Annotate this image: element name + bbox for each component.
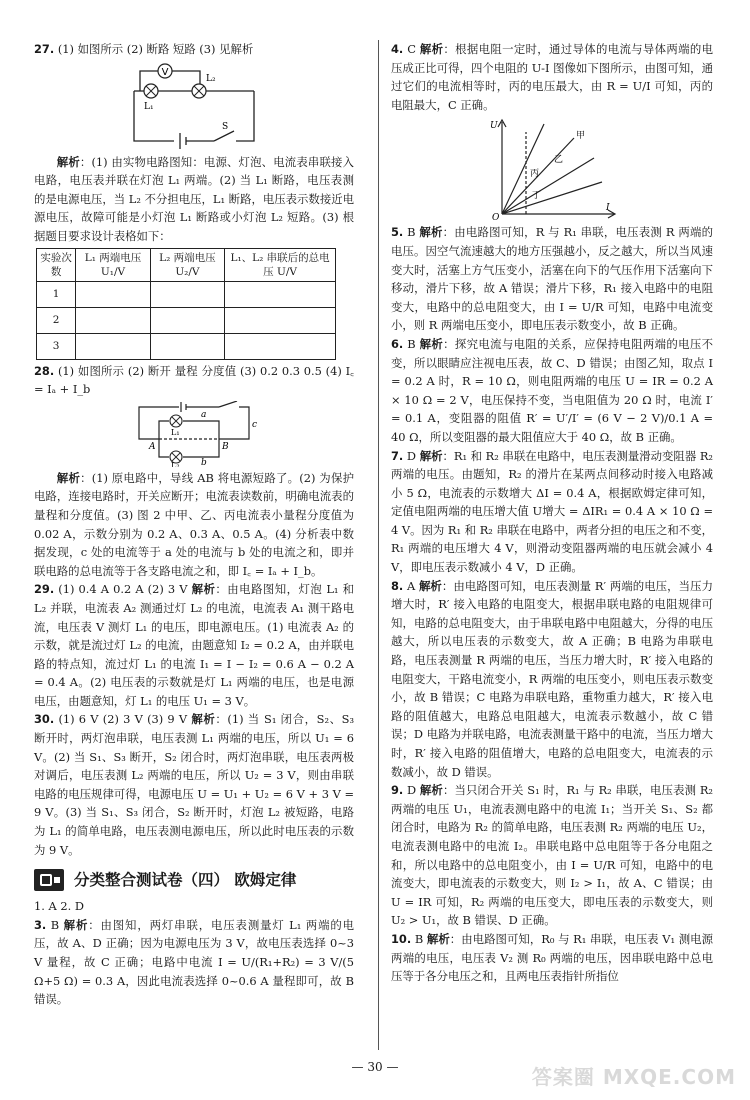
point-B-label: B <box>222 441 229 452</box>
lamp-l1-label: L₁ <box>144 101 154 112</box>
table-header: 实验次数 <box>37 248 76 281</box>
q27-circuit-diagram <box>114 61 274 151</box>
watermark-logo: 答案圈 MXQE.COM <box>531 1065 736 1089</box>
axis-u-label: U <box>490 121 498 132</box>
column-divider <box>378 40 379 1050</box>
q9-answer: 9. D 解析：当只闭合开关 S₁ 时，R₁ 与 R₂ 串联，电压表测 R₂ 两端的电压 U₁，电流表测电路中的电流 I₁；当开关 S₁、S₂ 都闭合时，电路为 R₂ 的简单电路，电压表测 R₂ 两端的电压 U₂，电流表测电路中的电流 I₂。串联电路中总电阻等于各分电阻之和，所以电路中的总电阻变小，由 I = U/R 可知，电路中的电流变大，即电流表的示数变大，则 I₂ > I₁，故 A、C 错误；由 U = IR 可知，R₂ 两端的电压变大，即电压表的示数变大，则 U₂ > U₁，故 B 错误、D 正确。 <box>391 783 713 928</box>
q27-analysis: 解析：(1) 由实物电路图知：电源、灯泡、电流表串联接入电路，电压表并联在灯泡 L₁ 两端。(2) 当 L₁ 断路，电压表测的是电源电压，当 L₂ 不分担电压，L₁ 断路，电压表示数接近电源电压，故障可能是小灯泡 L₁ 断路或小灯泡 L₂ 短路。(3) 根据题目要求设计表格如下： <box>34 154 354 243</box>
q5-answer: 5. B 解析：由电路图可知，R 与 R₁ 串联，电压表测 R 两端的电压。因空气流速越大的地方压强越小，反之越大，所以当风速变大时，活塞上方气压变小，活塞在向下的气压作用下活塞向下移动，滑片下移，故 A 错误；滑片下移，R₁ 接入电路中的电阻变大，电路中的总电阻变大，由 I = U/R 可知，电路中电流变小，则 R 两端电压变小，即电压表示数变小，故 B 正确。 <box>391 225 714 333</box>
lamp-l2-label: L₂ <box>171 460 180 467</box>
series-jia-label: 甲 <box>576 131 586 142</box>
table-row: 3 <box>37 333 336 359</box>
left-column <box>34 40 354 1009</box>
section-title: 分类整合测试卷（四） 欧姆定律 <box>74 870 297 889</box>
q27-answer: 27. (1) 如图所示 (2) 断路 短路 (3) 见解析 <box>34 42 254 56</box>
q7-answer: 7. D 解析：R₁ 和 R₂ 串联在电路中，电压表测量滑动变阻器 R₂ 两端的电压。由题知，R₂ 的滑片在某两点间移动时接入电路减小 5 Ω，电流表的示数增大 ΔI = 0.4 A，根据欧姆定律可知，定值电阻两端的电压增大值 U增大 = ΔIR₁ = 0.4 A × 10 Ω = 4 V。因为 R₁ 和 R₂ 串联在电路中，两者分担的电压之和不变，R₁ 两端的电压增大 4 V，则滑动变阻器两端的电压就会减小 4 V，即电压表示数减小 4 V，D 正确。 <box>391 448 713 575</box>
q30-answer: 30. (1) 6 V (2) 3 V (3) 9 V 解析：(1) 当 S₁ 闭合，S₂、S₃ 断开时，两灯泡串联，电压表测 L₁ 两端的电压，所以 U₁ = 6 V。(2) 当 S₁、S₃ 断开，S₂ 闭合时，两灯泡串联，电压表两极对调后，电压表测 L₂ 两端的电压，所以 U₂ = 3 V，则由串联电路的电压规律可得，电源电压 U = U₁ + U₂ = 6 V + 3 V = 9 V。(3) 当 S₁、S₃ 闭合，S₂ 断开时，灯泡 L₂ 被短路，电路为 L₁ 的简单电路，电压表测电源电压，所以此时电压表的示数为 9 V。 <box>34 712 355 857</box>
table-header: L₁ 两端电压 U₁/V <box>76 248 150 281</box>
q6-answer: 6. B 解析：探究电流与电阻的关系，应保持电阻两端的电压不变，所以眼睛应注视电压表，故 C、D 错误；由图乙知，取点 I = 0.2 A 时，R = 10 Ω，则电阻两端的电压 U = IR = 0.2 A × 10 Ω = 2 V，电压保持不变，当电阻值为 20 Ω 时，电流 I′ = 0.1 A，变阻器的阻值 R′ = U′/I′ = (6 V − 2 V)/0.1 A = 40 Ω，所以变阻器的最大阻值应大于 40 Ω，故 B 正确。 <box>391 336 713 444</box>
switch-label: S <box>222 121 229 132</box>
q4-answer: 4. C 解析：根据电阻一定时，通过导体的电流与导体两端的电压成正比可得，四个电阻的 U-I 图像如下图所示，由图可知，通过它们的电流相等时，丙的电压最大，由 R = U/I 可知，丙的电阻最大，C 正确。 <box>391 42 713 112</box>
series-yi-label: 乙 <box>554 155 564 166</box>
table-row: 1 <box>37 281 336 307</box>
section-icon <box>34 869 64 891</box>
table-row: 2 <box>37 307 336 333</box>
q29-answer: 29. (1) 0.4 A 0.2 A (2) 3 V 解析：由电路图知，灯泡 L₁ 和 L₂ 并联，电流表 A₂ 测通过灯 L₂ 的电流，电流表 A₁ 测干路电流，电压表 V 测灯 L₁ 的电压，即电源电压。(1) 电流表 A₂ 的示数，就是流过灯 L₂ 的电流，由题意知 I₂ = 0.2 A，由并联电路的特点知，流过灯 L₁ 的电流 I₁ = I − I₂ = 0.6 A − 0.2 A = 0.4 A。(2) 电压表的示数就是灯 L₁ 两端的电压，也是电源电压，由题意知，灯 L₁ 的电压 U₁ = 3 V。 <box>34 582 354 708</box>
q28-answer: 28. (1) 如图所示 (2) 断开 量程 分度值 (3) 0.2 0.3 0.5 (4) I꜀ = Iₐ + I_b <box>34 363 355 397</box>
q1-2-answers: 1. A 2. D <box>34 899 84 914</box>
series-bing-label: 丙 <box>530 169 540 180</box>
table-header: L₁、L₂ 串联后的总电压 U/V <box>225 248 336 281</box>
page-number: — 30 — <box>351 1060 399 1074</box>
q28-analysis: 解析：(1) 原电路中，导线 AB 将电源短路了。(2) 为保护电路，连接电路时，开关应断开；电流表读数前，明确电流表的量程和分度值。(3) 图 2 中甲、乙、丙电流表小量程分度值为 0.02 A，示数分别为 0.2 A、0.3 A、0.5 A。(4) 分析表中数据发现，c 处的电流等于 a 处的电流与 b 处的电流之和，即并联电路的总电流等于各支路电流之和，即 I꜀ = Iₐ + I_b。 <box>34 470 354 578</box>
q3-answer: 3. B 解析：由图知，两灯串联，电压表测量灯 L₁ 两端的电压，故 A、D 正确；因为电源电压为 3 V，故电压表选择 0~3 V 量程，故 C 正确；电路中电流 I = U/(R₁+R₂) = 3 V/(5 Ω+5 Ω) = 0.3 A，因此电流表选择 0~0.6 A 量程即可，故 B 错误。 <box>34 917 355 1007</box>
table-header: L₂ 两端电压 U₂/V <box>150 248 224 281</box>
origin-label: O <box>492 213 500 222</box>
point-a-label: a <box>201 409 207 420</box>
right-column <box>391 40 713 986</box>
point-b-label: b <box>201 457 207 467</box>
q8-answer: 8. A 解析：由电路图可知，电压表测量 R′ 两端的电压，当压力增大时，R′ 接入电路的电阻变大，根据串联电路的电阻规律可知，电路的总电阻变大，由于串联电路中电阻越大，分得的电压越大，所以电压表的示数变大，故 A 正确；B 电路为串联电路，电压表测量 R 两端的电压，当压力增大时，R′ 接入电路的电阻变大，干路电流变小，R 两端的电压变小，则电压表示数变小，故 B 错误；C 电路为串联电路，重物重力越大，R′ 接入电路的阻值越大，电路总电阻越大，电流表示数越小，故 C 错误；D 电路为并联电路，电流表测量干路中的电流，当压力增大时，R′ 接入电路的阻值增大，电路的总电阻变大，电流表的示数减小，故 D 错误。 <box>391 578 713 779</box>
lamp-l1-label: L₁ <box>171 427 180 437</box>
q10-answer: 10. B 解析：由电路图可知，R₀ 与 R₁ 串联，电压表 V₁ 测电源两端的电压，电压表 V₂ 测 R₀ 两端的电压，因串联电路中总电压等于各分电压之和，且两电压表指针所指位 <box>391 931 713 984</box>
section-heading <box>34 869 354 891</box>
point-c-label: c <box>252 419 258 430</box>
point-A-label: A <box>149 441 156 452</box>
axis-i-label: I <box>606 203 610 214</box>
voltmeter-label: V <box>161 66 169 78</box>
q4-ui-graph <box>482 116 622 221</box>
q28-circuit-diagram <box>119 401 269 467</box>
series-ding-label: 丁 <box>532 191 542 202</box>
lamp-l2-label: L₂ <box>206 73 216 84</box>
q27-data-table <box>36 248 336 360</box>
